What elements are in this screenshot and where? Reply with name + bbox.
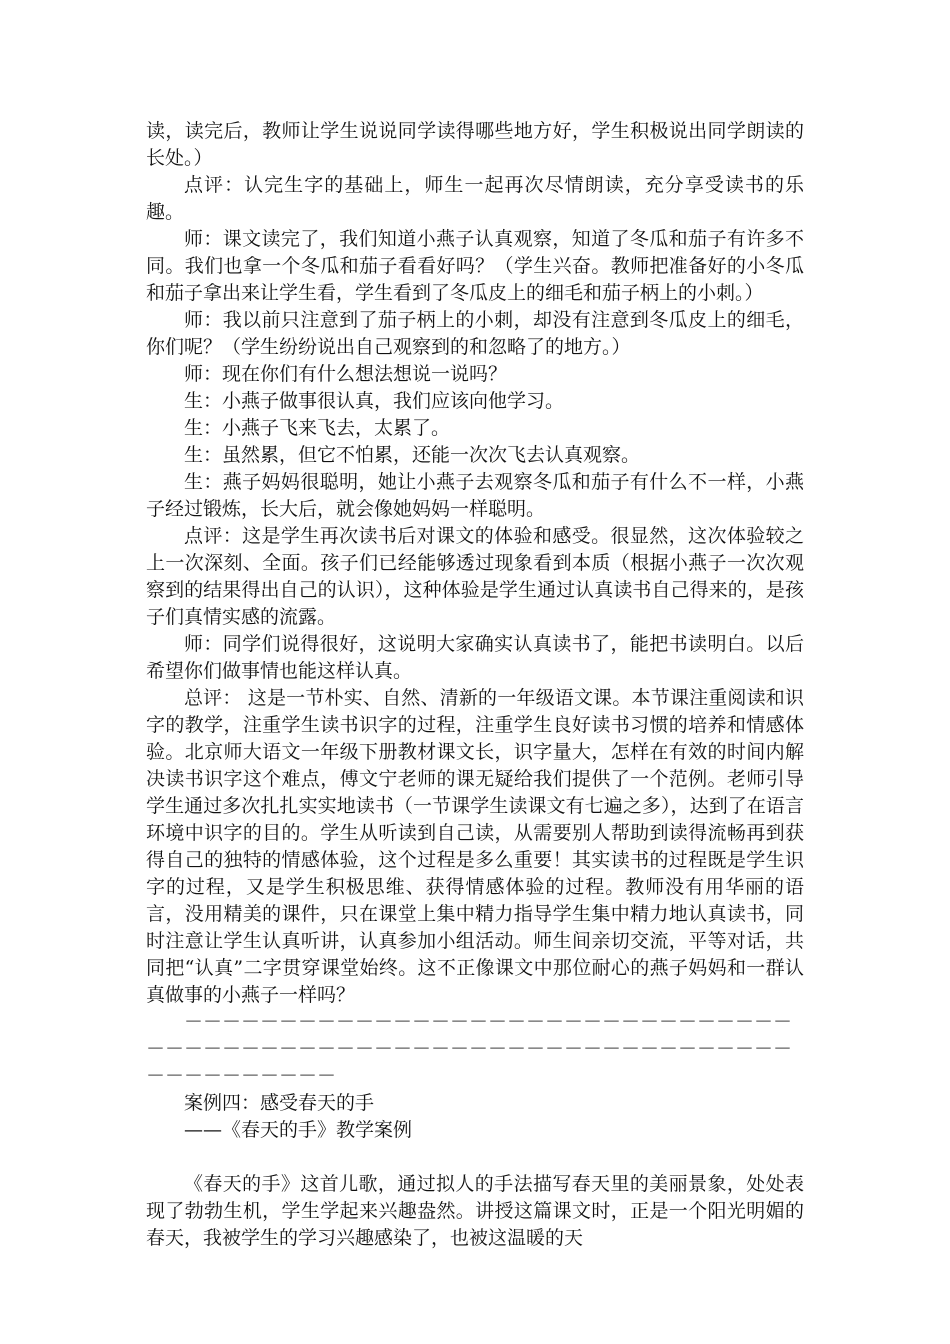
paragraph: 点评：这是学生再次读书后对课文的体验和感受。很显然，这次体验较之上一次深刻、全面。孩子们已经能够透过现象看到本质（根据小燕子一次次观察到的结果得出自己的认识），这种体验是学生通过认真读书自己得来的，是孩子们真情实感的流露。 <box>146 525 804 628</box>
paragraph: 生：燕子妈妈很聪明，她让小燕子去观察冬瓜和茄子有什么不一样，小燕子经过锻炼，长大后，就会像她妈妈一样聪明。 <box>146 471 804 520</box>
paragraph: 《春天的手》这首儿歌，通过拟人的手法描写春天里的美丽景象，处处表现了勃勃生机，学生学起来兴趣盎然。讲授这篇课文时，正是一个阳光明媚的春天，我被学生的学习兴趣感染了，也被这温暖的天 <box>146 1173 804 1249</box>
document-page <box>146 118 804 1252</box>
paragraph: 生：小燕子飞来飞去，太累了。 <box>184 417 451 439</box>
paragraph: 师：现在你们有什么想法想说一说吗？ <box>184 363 508 385</box>
paragraph: 师：课文读完了，我们知道小燕子认真观察，知道了冬瓜和茄子有许多不同。我们也拿一个冬瓜和茄子看看好吗？（学生兴奋。教师把准备好的小冬瓜和茄子拿出来让学生看，学生看到了冬瓜皮上的细毛和茄子柄上的小刺。） <box>146 228 804 304</box>
case-title: 案例四：感受春天的手 <box>184 1092 375 1114</box>
paragraph: 点评：认完生字的基础上，师生一起再次尽情朗读，充分享受读书的乐趣。 <box>146 174 804 223</box>
paragraph: 师：我以前只注意到了茄子柄上的小刺，却没有注意到冬瓜皮上的细毛，你们呢？（学生纷纷说出自己观察到的和忽略了的地方。） <box>146 309 804 358</box>
paragraph: 生：虽然累，但它不怕累，还能一次次飞去认真观察。 <box>184 444 641 466</box>
paragraph: 师：同学们说得很好，这说明大家确实认真读书了，能把书读明白。以后希望你们做事情也能这样认真。 <box>146 633 804 682</box>
section-separator: －－－－－－－－－－－－－－－－－－－－－－－－－－－－－－－－－－－－－－－－－－－－－－－－－－－－－－－－－－－－－－－－－－－－－－－－－－－－ <box>146 1011 793 1087</box>
paragraph: 总评： 这是一节朴实、自然、清新的一年级语文课。本节课注重阅读和识字的教学，注重学生读书识字的过程，注重学生良好读书习惯的培养和情感体验。北京师大语文一年级下册教材课文长，识字量大，怎样在有效的时间内解决读书识字这个难点，傅文宁老师的课无疑给我们提供了一个范例。老师引导学生通过多次扎扎实实地读书（一节课学生读课文有七遍之多），达到了在语言环境中识字的目的。学生从听读到自己读，从需要别人帮助到读得流畅再到获得自己的独特的情感体验，这个过程是多么重要！其实读书的过程既是学生识字的过程，又是学生积极思维、获得情感体验的过程。教师没有用华丽的语言，没用精美的课件，只在课堂上集中精力指导学生集中精力地认真读书，同时注意让学生认真听讲，认真参加小组活动。师生间亲切交流，平等对话，共同把“认真”二字贯穿课堂始终。这不正像课文中那位耐心的燕子妈妈和一群认真做事的小燕子一样吗？ <box>146 687 804 1006</box>
spacer <box>146 1144 804 1171</box>
case-subtitle: ——《春天的手》教学案例 <box>184 1119 413 1141</box>
paragraph: 生：小燕子做事很认真，我们应该向他学习。 <box>184 390 565 412</box>
paragraph: 读，读完后，教师让学生说说同学读得哪些地方好，学生积极说出同学朗读的长处。） <box>146 120 804 169</box>
document-body-bottom <box>146 1171 804 1252</box>
document-body-top <box>146 118 804 1009</box>
